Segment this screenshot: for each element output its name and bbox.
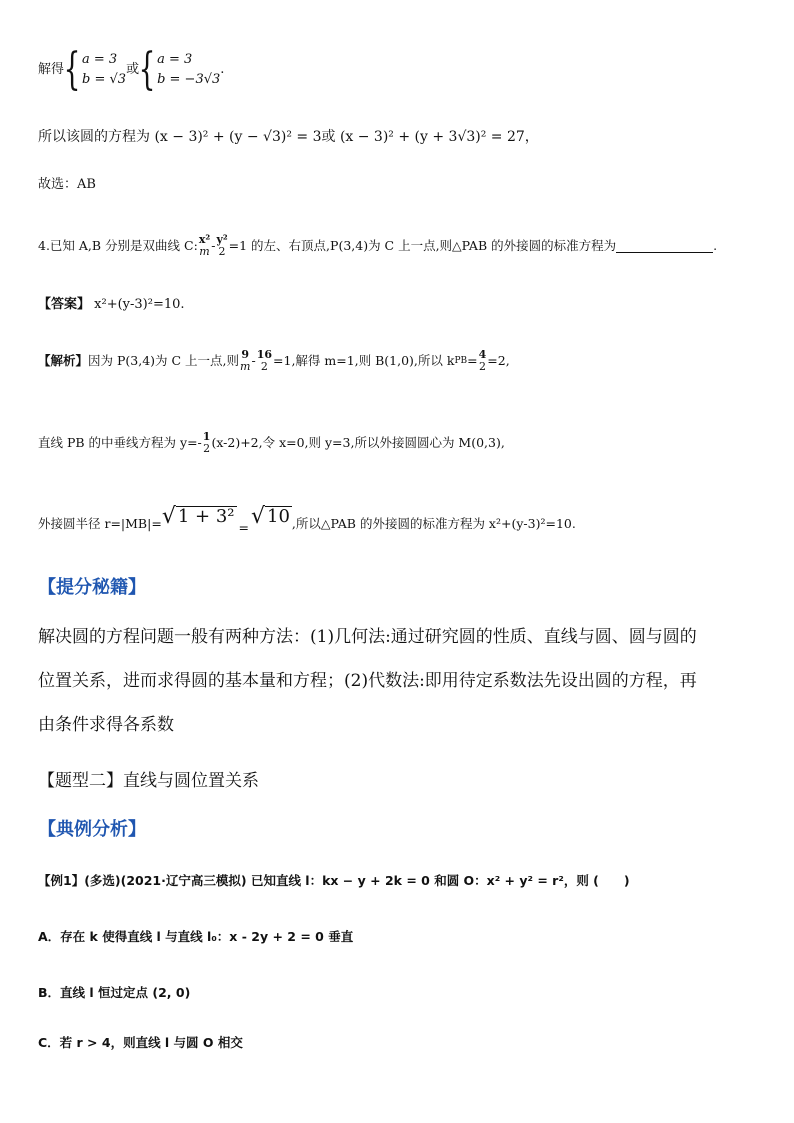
example-1 xyxy=(38,872,630,890)
answer-line xyxy=(38,296,185,314)
example-1-text: 【例1】(多选)(2021·辽宁高三模拟) 已知直线 l：kx − y + 2k = 0 和圆 O：x² + y² = r²，则 ( ) xyxy=(38,873,630,888)
fraction-16-2 xyxy=(257,349,272,373)
f2-num: 16 xyxy=(256,348,273,361)
frac1-num: x² xyxy=(198,233,211,246)
question-4 xyxy=(38,228,717,264)
half-den: 2 xyxy=(203,442,211,455)
q4-end: . xyxy=(713,238,718,253)
f1-num: 9 xyxy=(241,348,250,361)
q4-minus: - xyxy=(211,238,216,253)
f3-den: 2 xyxy=(478,360,486,373)
type-2-title: 【题型二】直线与圆位置关系 xyxy=(38,771,259,791)
system-1-b: b = √3 xyxy=(82,72,127,87)
system-1-a: a = 3 xyxy=(82,52,118,67)
answer-blank xyxy=(616,239,713,253)
fraction-1-2 xyxy=(203,431,211,455)
analysis1-t3: = xyxy=(467,353,478,368)
radicand-2: 10 xyxy=(267,506,290,527)
tips-line-2: 位置关系，进而求得圆的基本量和方程；(2)代数法:即用待定系数法先设出圆的方程，再 xyxy=(38,671,697,691)
tips-paragraph xyxy=(38,626,758,758)
q4-start: 4.已知 A,B 分别是双曲线 C: xyxy=(38,238,198,253)
sqrt-1-plus-3sq: √ 1 + 3² xyxy=(161,504,235,529)
choice-text: 故选：AB xyxy=(38,177,96,192)
analysis1-t4: =2, xyxy=(487,353,510,368)
frac1-den: m xyxy=(199,245,210,258)
option-b xyxy=(38,984,190,1002)
half-num: 1 xyxy=(202,430,211,443)
tips-line-1: 解决圆的方程问题一般有两种方法：(1)几何法:通过研究圆的性质、直线与圆、圆与圆的 xyxy=(38,627,697,647)
analysis2-t2: (x-2)+2,令 x=0,则 y=3,所以外接圆圆心为 M(0,3), xyxy=(211,435,505,450)
example-title: 【典例分析】 xyxy=(38,819,146,840)
fraction-9-m xyxy=(240,349,250,373)
fraction-x2-m xyxy=(199,234,210,258)
q4-rest: =1 的左、右顶点,P(3,4)为 C 上一点,则△PAB 的外接圆的标准方程为 xyxy=(228,238,617,253)
sqrt-10: √ 10 xyxy=(250,504,290,529)
analysis3-t1: 外接圆半径 r=|MB|= xyxy=(38,516,162,531)
fraction-y2-2 xyxy=(216,234,227,258)
solve-end: . xyxy=(220,62,225,77)
analysis-line-2 xyxy=(38,424,505,462)
k-subscript: PB xyxy=(454,356,468,366)
tips-title: 【提分秘籍】 xyxy=(38,577,146,598)
f2-den: 2 xyxy=(260,360,268,373)
f3-num: 4 xyxy=(478,348,487,361)
or-word: 或 xyxy=(126,62,140,77)
analysis1-t1: 因为 P(3,4)为 C 上一点,则 xyxy=(88,353,240,368)
option-a xyxy=(38,928,353,946)
f1-den: m xyxy=(240,360,251,373)
solve-line xyxy=(38,44,225,95)
option-c xyxy=(38,1034,243,1052)
circle-equation xyxy=(38,128,539,146)
answer-text: x²+(y-3)²=10. xyxy=(94,297,185,312)
system-1: { a = 3 b = √3 xyxy=(63,44,127,95)
analysis3-eq: = xyxy=(238,520,249,535)
frac2-den: 2 xyxy=(218,245,226,258)
frac2-num: y² xyxy=(216,233,228,246)
analysis-label: 【解析】 xyxy=(38,353,89,368)
analysis1-minus: - xyxy=(251,353,256,368)
fraction-4-2 xyxy=(479,349,487,373)
option-a-text: A．存在 k 使得直线 l 与直线 l₀：x - 2y + 2 = 0 垂直 xyxy=(38,929,354,944)
tips-line-3: 由条件求得各系数 xyxy=(38,715,174,735)
analysis-line-1 xyxy=(38,342,510,380)
option-b-text: B．直线 l 恒过定点 (2, 0) xyxy=(38,985,191,1000)
system-2-a: a = 3 xyxy=(157,52,193,67)
analysis3-t2: ,所以△PAB 的外接圆的标准方程为 x²+(y-3)²=10. xyxy=(291,516,576,531)
analysis1-t2: =1,解得 m=1,则 B(1,0),所以 k xyxy=(273,353,455,368)
analysis2-t1: 直线 PB 的中垂线方程为 y=- xyxy=(38,435,202,450)
answer-label: 【答案】 xyxy=(38,297,91,312)
choice-line xyxy=(38,176,96,194)
radicand-1: 1 + 3² xyxy=(177,506,235,527)
solve-prefix: 解得 xyxy=(38,62,65,77)
option-c-text: C．若 r > 4，则直线 l 与圆 O 相交 xyxy=(38,1035,243,1050)
system-2-b: b = −3√3 xyxy=(157,72,221,87)
system-2: { a = 3 b = −3√3 xyxy=(138,44,221,95)
analysis-line-3 xyxy=(38,504,576,544)
circle-equation-text: 所以该圆的方程为 (x − 3)² + (y − √3)² = 3或 (x − 3)² + (y + 3√3)² = 27， xyxy=(38,129,539,145)
